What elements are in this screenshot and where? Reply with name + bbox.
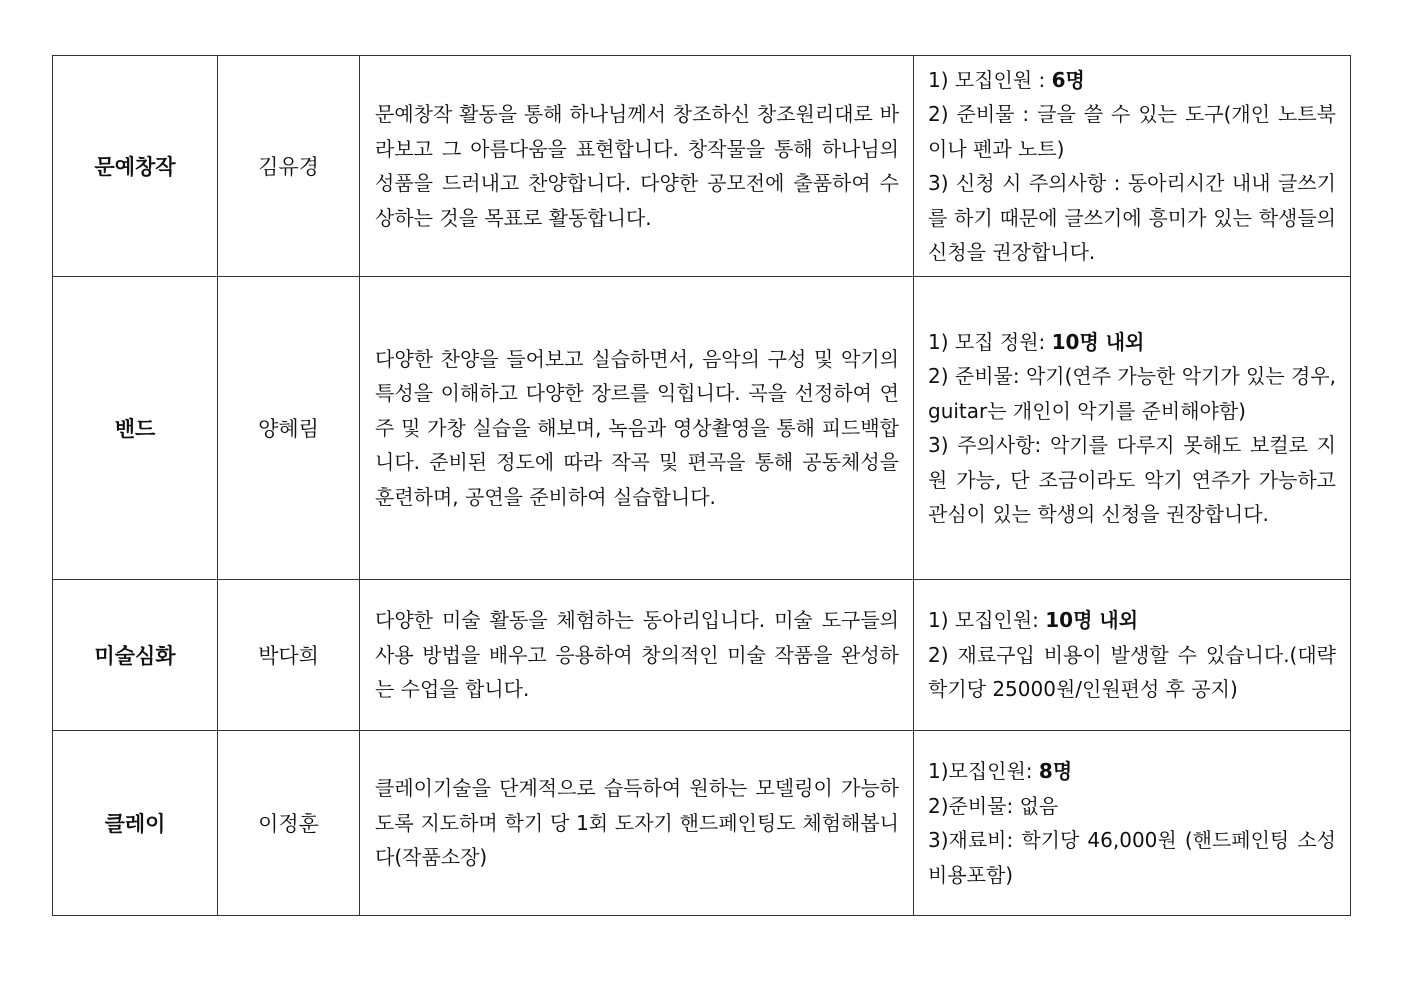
note-label: 2) 재료구입 비용이 발생할 수 있습니다.(대략 학기당 25000원/인원편성 후 공지) xyxy=(928,642,1336,702)
notes-cell xyxy=(914,56,1351,277)
note-label: 2) 준비물: 악기(연주 가능한 악기가 있는 경우, guitar는 개인이 악기를 준비해야함) xyxy=(928,364,1337,423)
club-name: 클레이 xyxy=(53,731,218,916)
note-label: 3) 주의사항: 악기를 다루지 못해도 보컬로 지원 가능, 단 조금이라도 악기 연주가 가능하고 관심이 있는 학생의 신청을 권장합니다. xyxy=(928,433,1336,526)
club-description: 클레이기술을 단계적으로 습득하여 원하는 모델링이 가능하도록 지도하며 학기 당 1회 도자기 핸드페인팅도 체험해봅니다(작품소장) xyxy=(375,776,899,870)
note-line xyxy=(928,325,1336,360)
note-line xyxy=(928,63,1336,98)
description-cell xyxy=(360,580,914,731)
teacher-name: 박다희 xyxy=(218,580,360,731)
club-notes xyxy=(914,754,1350,892)
note-line xyxy=(928,603,1336,638)
note-line xyxy=(928,789,1336,824)
note-line xyxy=(928,823,1336,892)
note-label: 1) 모집인원: xyxy=(928,608,1046,633)
club-table xyxy=(52,55,1351,916)
club-notes xyxy=(914,603,1350,707)
club-name: 밴드 xyxy=(53,277,218,580)
notes-cell xyxy=(914,277,1351,580)
table-row xyxy=(53,277,1351,580)
note-value: 6명 xyxy=(1051,67,1085,92)
teacher-name: 김유경 xyxy=(218,56,360,277)
description-cell xyxy=(360,56,914,277)
club-description: 다양한 찬양을 들어보고 실습하면서, 음악의 구성 및 악기의 특성을 이해하고 다양한 장르를 익힙니다. 곡을 선정하여 연주 및 가창 실습을 해보며, 녹음과 영상촬영을 통해 피드백합니다. 준비된 정도에 따라 작곡 및 편곡을 통해 공동체성을 훈련하며, 공연을 준비하여 실습합니다. xyxy=(375,346,899,509)
club-description: 문예창작 활동을 통해 하나님께서 창조하신 창조원리대로 바라보고 그 아름다움을 표현합니다. 창작물을 통해 하나님의 성품을 드러내고 찬양합니다. 다양한 공모전에 출품하여 수상하는 것을 목표로 활동합니다. xyxy=(375,102,899,230)
note-label: 1)모집인원: xyxy=(928,759,1039,783)
note-label: 3)재료비: 학기당 46,000원 (핸드페인팅 소성비용포함) xyxy=(928,828,1336,887)
note-value: 10명 내외 xyxy=(1051,329,1145,354)
note-line xyxy=(928,754,1336,789)
club-description: 다양한 미술 활동을 체험하는 동아리입니다. 미술 도구들의 사용 방법을 배우고 응용하여 창의적인 미술 작품을 완성하는 수업을 합니다. xyxy=(375,608,899,702)
notes-cell xyxy=(914,731,1351,916)
table-row xyxy=(53,580,1351,731)
note-label: 1) 모집 정원: xyxy=(928,329,1052,354)
note-label: 2) 준비물 : 글을 쓸 수 있는 도구(개인 노트북이나 펜과 노트) xyxy=(928,102,1336,161)
teacher-name: 양혜림 xyxy=(218,277,360,580)
table-row xyxy=(53,731,1351,916)
note-line xyxy=(928,97,1336,166)
club-name: 미술심화 xyxy=(53,580,218,731)
note-line xyxy=(928,428,1336,532)
teacher-name: 이정훈 xyxy=(218,731,360,916)
note-line xyxy=(928,638,1336,707)
description-cell xyxy=(360,731,914,916)
note-line xyxy=(928,166,1336,270)
description-cell xyxy=(360,277,914,580)
club-name: 문예창작 xyxy=(53,56,218,277)
note-line xyxy=(928,359,1336,428)
club-notes xyxy=(914,325,1350,532)
note-label: 1) 모집인원 : xyxy=(928,67,1052,92)
note-label: 2)준비물: 없음 xyxy=(928,793,1059,818)
note-value: 10명 내외 xyxy=(1045,608,1139,633)
notes-cell xyxy=(914,580,1351,731)
table-row xyxy=(53,56,1351,277)
note-label: 3) 신청 시 주의사항 : 동아리시간 내내 글쓰기를 하기 때문에 글쓰기에 흥미가 있는 학생들의 신청을 권장합니다. xyxy=(928,171,1336,264)
club-notes xyxy=(914,63,1350,270)
note-value: 8명 xyxy=(1038,759,1073,783)
